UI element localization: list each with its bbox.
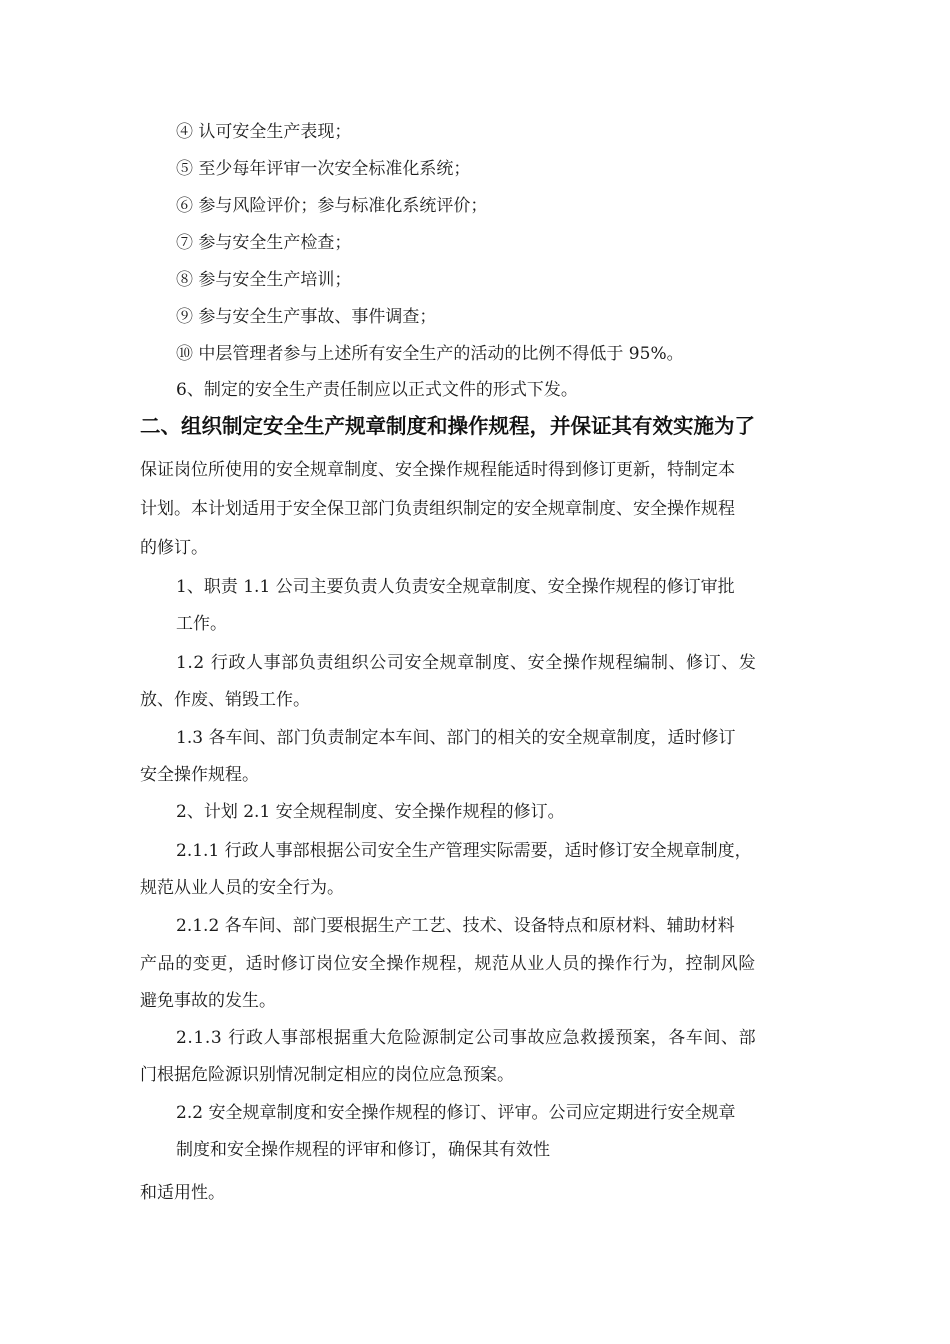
list-item-8: ⑧ 参与安全生产培训； xyxy=(176,270,352,290)
body-line-15: 2.2 安全规章制度和安全操作规程的修订、评审。公司应定期进行安全规章 xyxy=(176,1103,736,1123)
item-6-paragraph: 6、制定的安全生产责任制应以正式文件的形式下发。 xyxy=(176,380,578,400)
body-line-16: 制度和安全操作规程的评审和修订，确保其有效性 xyxy=(176,1140,550,1160)
list-item-5: ⑤ 至少每年评审一次安全标准化系统； xyxy=(176,159,471,179)
list-item-7: ⑦ 参与安全生产检查； xyxy=(176,233,352,253)
body-line-4: 放、作废、销毁工作。 xyxy=(140,690,310,710)
list-item-4: ④ 认可安全生产表现； xyxy=(176,122,352,142)
intro-line-1: 保证岗位所使用的安全规章制度、安全操作规程能适时得到修订更新，特制定本 xyxy=(140,460,735,480)
list-item-6: ⑥ 参与风险评价；参与标准化系统评价； xyxy=(176,196,488,216)
body-line-7: 2、计划 2.1 安全规程制度、安全操作规程的修订。 xyxy=(176,802,565,822)
body-line-5: 1.3 各车间、部门负责制定本车间、部门的相关的安全规章制度，适时修订 xyxy=(176,728,736,748)
section-heading: 二、组织制定安全生产规章制度和操作规程，并保证其有效实施为了 xyxy=(140,414,755,438)
body-line-12: 避免事故的发生。 xyxy=(140,991,276,1011)
list-item-9: ⑨ 参与安全生产事故、事件调查； xyxy=(176,307,437,327)
body-line-2: 工作。 xyxy=(176,614,227,634)
body-line-9: 规范从业人员的安全行为。 xyxy=(140,878,344,898)
body-line-3: 1.2 行政人事部负责组织公司安全规章制度、安全操作规程编制、修订、发 xyxy=(176,653,757,673)
intro-line-3: 的修订。 xyxy=(140,538,208,558)
list-item-10: ⑩ 中层管理者参与上述所有安全生产的活动的比例不得低于 95%。 xyxy=(176,344,684,364)
body-line-14: 门根据危险源识别情况制定相应的岗位应急预案。 xyxy=(140,1065,514,1085)
body-line-10: 2.1.2 各车间、部门要根据生产工艺、技术、设备特点和原材料、辅助材料 xyxy=(176,916,735,936)
body-line-8: 2.1.1 行政人事部根据公司安全生产管理实际需要，适时修订安全规章制度， xyxy=(176,841,752,861)
body-line-17: 和适用性。 xyxy=(140,1183,225,1203)
body-line-11: 产品的变更，适时修订岗位安全操作规程，规范从业人员的操作行为，控制风险 xyxy=(140,954,756,974)
body-line-6: 安全操作规程。 xyxy=(140,765,259,785)
body-line-13: 2.1.3 行政人事部根据重大危险源制定公司事故应急救援预案，各车间、部 xyxy=(176,1028,757,1048)
intro-line-2: 计划。本计划适用于安全保卫部门负责组织制定的安全规章制度、安全操作规程 xyxy=(140,499,735,519)
body-line-1: 1、职责 1.1 公司主要负责人负责安全规章制度、安全操作规程的修订审批 xyxy=(176,577,735,597)
